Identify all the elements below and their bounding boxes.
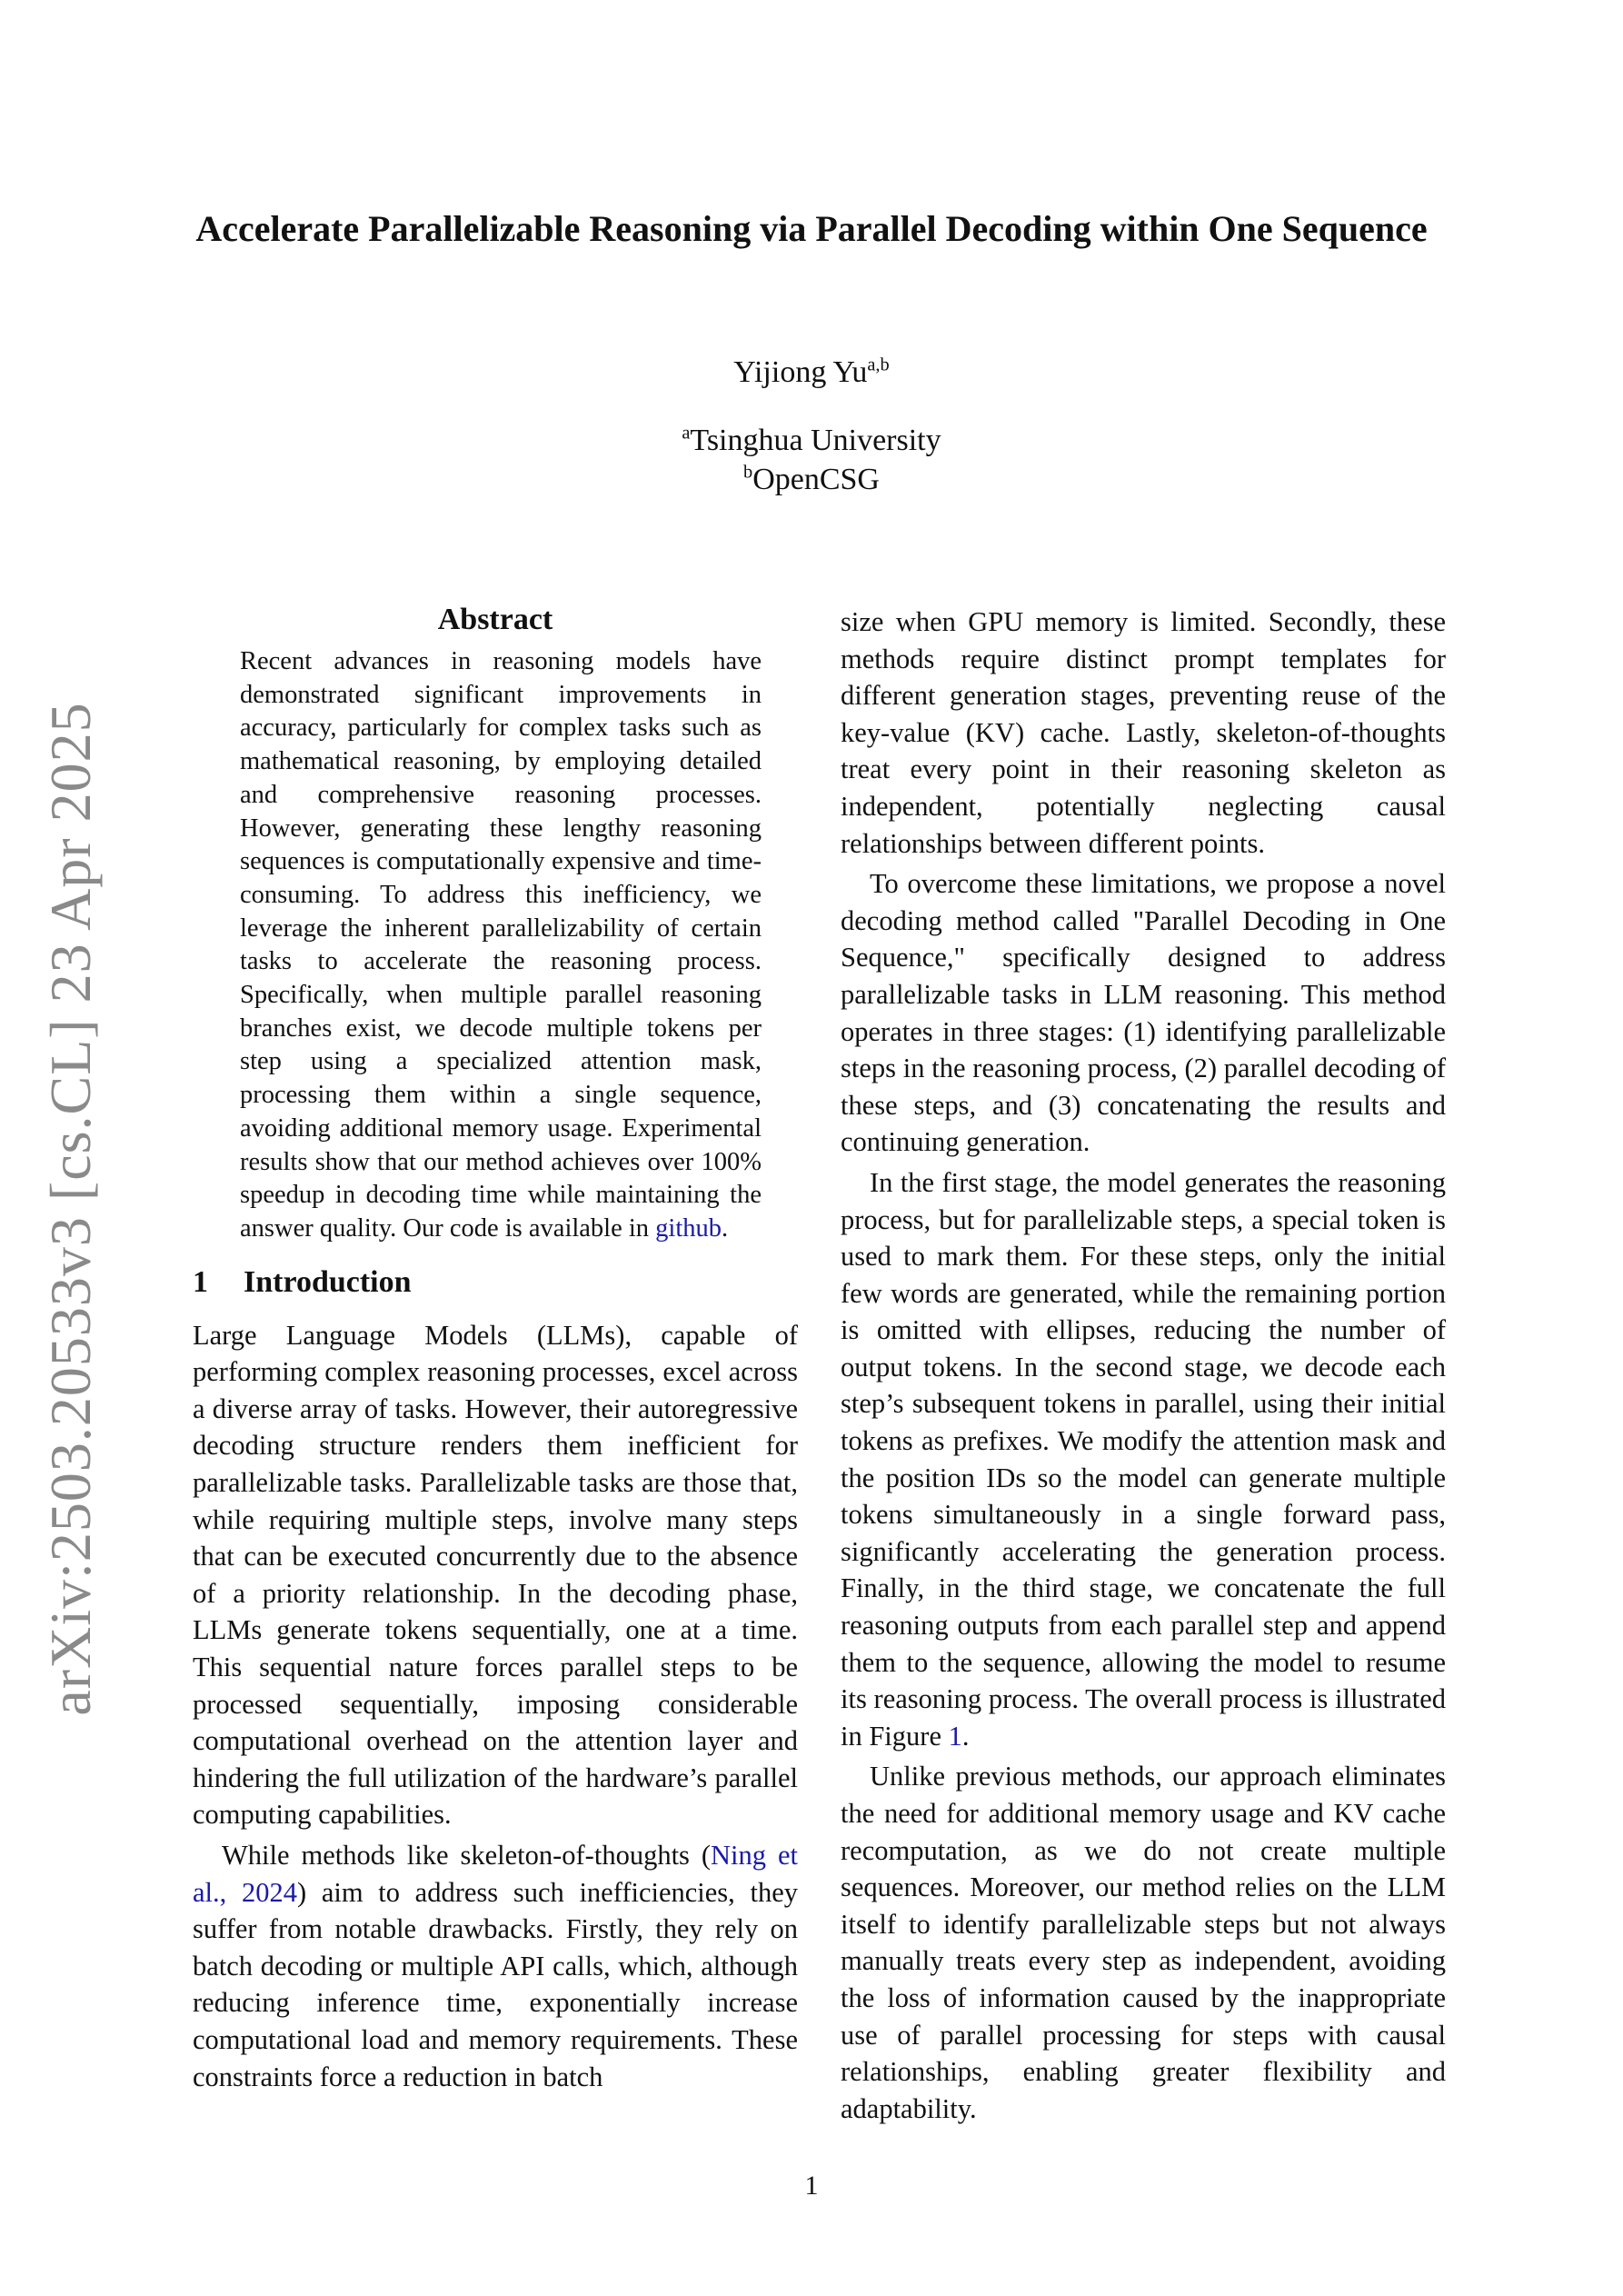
citation-link[interactable]: Ning et al., 2024 <box>193 1839 798 1908</box>
section-number: 1 <box>193 1264 208 1299</box>
author-line <box>0 354 1623 391</box>
stages-text: In the first stage, the model generates the reasoning process, but for parallelizable steps, a special token is used to mark them. For these steps, only the initial few words are generated, while the remaining portion is omitted with ellipses, reducing the number of output tokens. In the second stage, we decode each step’s subsequent tokens in parallel, using their initial tokens as prefixes. We modify the attention mask and the position IDs so the model can generate multiple tokens simultaneously in a single forward pass, significantly accelerating the generation process. Finally, in the third stage, we concatenate the full reasoning outputs from each parallel step and append them to the sequence, allowing the model to resume its reasoning process. The overall process is illustrated in Figure <box>841 1166 1446 1752</box>
intro-p2-rest: ) aim to address such inefficiencies, they suffer from notable drawbacks. Firstly, they rely on batch decoding or multiple API calls, which, although reducing inference time, exponentially increase computational load and memory requirements. These constraints force a reduction in batch <box>193 1876 799 2092</box>
stages-end: . <box>961 1720 970 1752</box>
affiliation-1-mark: a <box>682 423 691 444</box>
author-affil-marks: a,b <box>867 354 890 375</box>
author-name: Yijiong Yu <box>733 355 868 389</box>
left-column <box>193 600 798 2095</box>
affiliation-2-mark: b <box>743 462 753 483</box>
paper-title: Accelerate Parallelizable Reasoning via Parallel Decoding within One Sequence <box>195 208 1428 249</box>
right-paragraph-unlike: Unlike previous methods, our approach eliminates the need for additional memory usage and KV cache recomputation, as we do not create multiple sequences. Moreover, our method relies on the LLM itself to identify parallelizable steps but not always manually treats every step as independent, avoiding the loss of information caused by the inappropriate use of parallel processing for steps with causal relationships, enabling greater flexibility and adaptability. <box>841 1761 1446 2124</box>
arxiv-identifier: arXiv:2503.20533v3 [cs.CL] 23 Apr 2025 <box>38 702 103 1716</box>
right-paragraph-continued: size when GPU memory is limited. Secondly, these methods require distinct prompt templates for different generation stages, preventing reuse of the key-value (KV) cache. Lastly, skeleton-of-thoughts treat every point in their reasoning skeleton as independent, potentially neglecting causal relationships between different points. <box>841 606 1446 859</box>
affiliation-1-name: Tsinghua University <box>690 424 941 457</box>
right-paragraph-stages <box>841 1164 1446 1755</box>
intro-paragraph-1: Large Language Models (LLMs), capable of performing complex reasoning processes, excel across a diverse array of tasks. However, their autoregressive decoding structure renders them inefficient for parallelizable tasks. Parallelizable tasks are those that, while requiring multiple steps, involve many steps that can be executed concurrently due to the absence of a priority relationship. In the decoding phase, LLMs generate tokens sequentially, one at a time. This sequential nature forces parallel steps to be processed sequentially, imposing considerable computational overhead on the attention layer and hindering the full utilization of the hardware’s parallel computing capabilities. <box>193 1319 798 1831</box>
abstract-body <box>240 645 762 1246</box>
arxiv-sidebar-stamp <box>35 702 107 1716</box>
affiliation-2-name: OpenCSG <box>752 463 880 496</box>
abstract-text: Recent advances in reasoning models have demonstrated significant improvements in accuracy, particularly for complex tasks such as mathematical reasoning, by employing detailed and comprehensive reasoning processes. However, generating these lengthy reasoning sequences is computationally expensive and time-consuming. To address this inefficiency, we leverage the inherent parallelizability of certain tasks to accelerate the reasoning process. Specifically, when multiple parallel reasoning branches exist, we decode multiple tokens per step using a specialized attention mask, processing them within a single sequence, avoiding additional memory usage. Experimental results show that our method achieves over 100% speedup in decoding time while maintaining the answer quality. Our code is available in <box>240 647 762 1243</box>
abstract-end: . <box>722 1213 729 1243</box>
affiliation-2 <box>0 462 1623 498</box>
section-heading-introduction <box>193 1263 798 1303</box>
right-column <box>841 604 1446 2127</box>
section-title: Introduction <box>244 1264 412 1299</box>
intro-paragraph-2 <box>193 1837 798 2095</box>
intro-p2-start: While methods like skeleton-of-thoughts ( <box>222 1839 712 1871</box>
page-number: 1 <box>804 2171 819 2201</box>
abstract-heading: Abstract <box>437 603 553 636</box>
right-paragraph-overcome: To overcome these limitations, we propose a novel decoding method called "Parallel Decoding in One Sequence," specifically designed to address parallelizable tasks in LLM reasoning. This method operates in three stages: (1) identifying parallelizable steps in the reasoning process, (2) parallel decoding of these steps, and (3) concatenating the results and continuing generation. <box>841 868 1446 1158</box>
github-link[interactable]: github <box>655 1213 722 1243</box>
figure-ref-link[interactable]: 1 <box>948 1720 962 1752</box>
affiliation-1 <box>0 423 1623 459</box>
